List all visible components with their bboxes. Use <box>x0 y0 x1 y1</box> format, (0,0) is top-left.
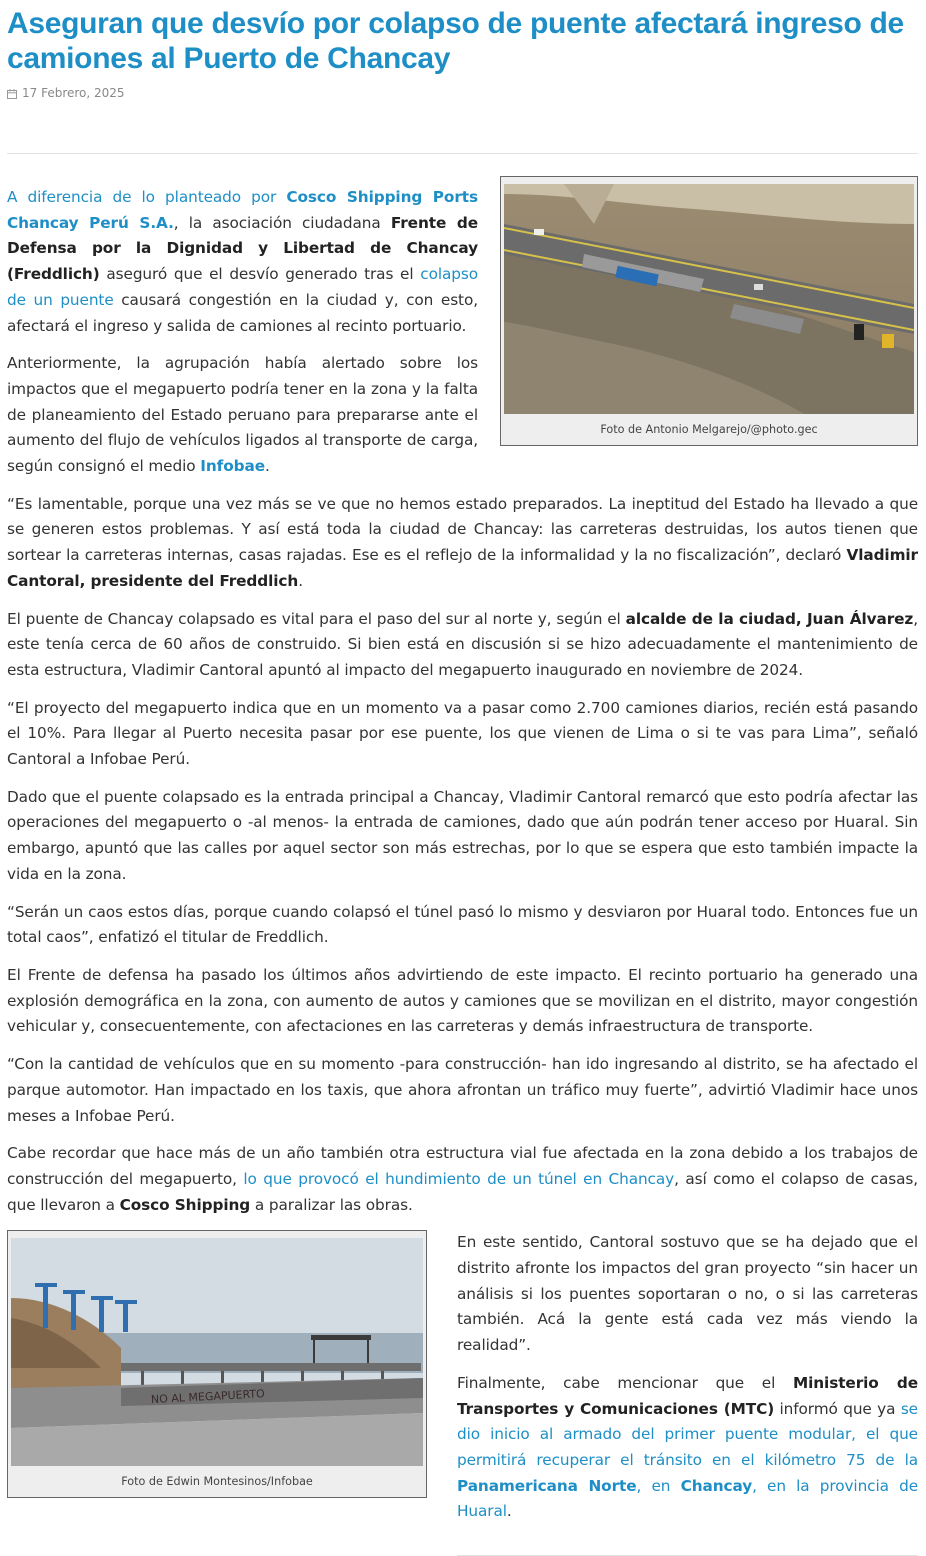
article-title: Aseguran que desvío por colapso de puente afectará ingreso de camiones al Puerto de Chancay <box>7 7 904 75</box>
paragraph-5: “El proyecto del megapuerto indica que en un momento va a pasar como 2.700 camiones diarios, recién está pasando el 10%. Para llegar al Puerto necesita pasar por ese puente, los que vienen de Lima o si te vas para Lima”, señaló Cantoral a Infobae Perú. <box>7 698 918 769</box>
paragraph-3 <box>7 492 918 595</box>
cosco-shipping-name: Cosco Shipping <box>119 1195 251 1214</box>
freddlich-name: Frente de Defensa por la Dignidad y Libertad de Chancay (Freddlich) <box>7 213 478 284</box>
article <box>0 6 926 1556</box>
paragraph-3-end: . <box>298 571 303 590</box>
paragraph-4 <box>7 607 918 684</box>
paragraph-4-text: El puente de Chancay colapsado es vital para el paso del sur al norte y, según el <box>7 609 626 628</box>
title-divider <box>7 153 918 154</box>
paragraph-1-lead: A diferencia de lo planteado por <box>7 188 287 206</box>
graffiti-text: NO AL MEGAPUERTO <box>150 1387 266 1407</box>
port-caption: Foto de Edwin Montesinos/Infobae <box>121 1475 313 1489</box>
panamericana-link[interactable]: Panamericana Norte <box>457 1476 637 1495</box>
paragraph-3-text: “Es lamentable, porque una vez más se ve que no hemos estado preparados. La ineptitud del Estado ha llevado a que se generen estos problemas. Y así está toda la ciudad de Chancay: las carreteras destruidas, los autos tienen que sortear la carreteras internas, casas rajadas. Ese es el reflejo de la informalidad y la no fiscalización”, declaró <box>7 494 918 565</box>
paragraph-2-text: Anteriormente, la agrupación había alertado sobre los impactos que el megapuerto podría tener en la zona y la falta de planeamiento del Estado peruano para prepararse ante el aumento del flujo de vehículos ligados al transporte de carga, según consignó el medio <box>7 354 478 476</box>
paragraph-12-end: . <box>506 1502 512 1521</box>
paragraph-4-end: , este tenía cerca de 60 años de construido. Si bien está en discusión si se hizo adecuadamente el mantenimiento de esta estructura, Vladimir Cantoral apuntó al impacto del megapuerto inaugurado en noviembre de 2024. <box>7 609 918 679</box>
paragraph-10-end: a paralizar las obras. <box>250 1195 413 1214</box>
modular-bridge-link[interactable]: se dio inicio al armado del primer puente modular, el que permitirá recuperar el tránsito en el kilómetro 75 de la <box>457 1399 918 1469</box>
paragraph-1-text-2: aseguró que el desvío generado tras el <box>99 265 421 284</box>
cantoral-name: Vladimir Cantoral, presidente del Freddlich <box>7 546 918 590</box>
chancay-link[interactable]: Chancay <box>680 1476 753 1495</box>
paragraph-12-link-text[interactable]: , en <box>636 1476 681 1495</box>
mayor-name: alcalde de la ciudad, Juan Álvarez <box>625 609 914 628</box>
bridge-collapse-link[interactable]: colapso de un puente <box>7 265 478 309</box>
paragraph-12-text-2: informó que ya <box>774 1399 901 1418</box>
bridge-photo <box>504 184 914 414</box>
paragraph-10 <box>7 1141 918 1218</box>
huaral-link[interactable]: , en la provincia de Huaral <box>457 1476 919 1521</box>
paragraph-11: En este sentido, Cantoral sostuvo que se ha dejado que el distrito afronte los impactos del gran proyecto “sin hacer un análisis si los puentes soportaran o no, o si las carreteras también. Acá la gente está cada vez más viendo la realidad”. <box>457 1233 918 1355</box>
paragraph-2-end: . <box>264 457 270 476</box>
cosco-shipping-link[interactable]: Cosco Shipping Ports Chancay Perú S.A. <box>7 188 478 232</box>
bridge-caption: Foto de Antonio Melgarejo/@photo.gec <box>600 423 818 436</box>
date-text: 17 Febrero, 2025 <box>22 86 125 100</box>
paragraph-10-text-2: , así como el colapso de casas, que llevaron a <box>7 1169 918 1214</box>
paragraph-12-text: Finalmente, cabe mencionar que el <box>457 1373 793 1392</box>
article-date <box>7 86 918 100</box>
bridge-figure <box>500 176 918 446</box>
tunnel-collapse-link[interactable]: lo que provocó el hundimiento de un túnel en Chancay <box>243 1169 675 1188</box>
infobae-link[interactable]: Infobae <box>200 457 265 476</box>
port-photo <box>11 1238 423 1466</box>
mtc-name: Ministerio de Transportes y Comunicaciones (MTC) <box>457 1373 918 1418</box>
paragraph-10-text: Cabe recordar que hace más de un año también otra estructura vial fue afectada en la zona debido a los trabajos de construcción del megapuerto, <box>7 1144 918 1188</box>
port-figure <box>7 1230 427 1498</box>
paragraph-1-text: , la asociación ciudadana <box>173 213 391 232</box>
paragraph-7: “Serán un caos estos días, porque cuando colapsó el túnel pasó lo mismo y desviaron por Huaral todo. Entonces fue un total caos”, enfatizó el titular de Freddlich. <box>7 902 918 947</box>
paragraph-9: “Con la cantidad de vehículos que en su momento -para construcción- han ido ingresando al distrito, se ha afectado el parque automotor. Han impactado en los taxis, que ahora afrontan un tráfico muy fuerte”, advirtió Vladimir hace unos meses a Infobae Perú. <box>7 1055 918 1125</box>
paragraph-1-text-3: causará congestión en la ciudad y, con esto, afectará el ingreso y salida de camiones al recinto portuario. <box>7 290 478 335</box>
calendar-icon <box>7 88 17 98</box>
paragraph-6: Dado que el puente colapsado es la entrada principal a Chancay, Vladimir Cantoral remarcó que esto podría afectar las operaciones del megapuerto o -al menos- la entrada de camiones, dado que aún podrán tener acceso por Huaral. Sin embargo, apuntó que las calles por aquel sector son más estrechas, por lo que se espera que esto también impacte la vida en la zona. <box>7 787 918 883</box>
paragraph-8: El Frente de defensa ha pasado los últimos años advirtiendo de este impacto. El recinto portuario ha generado una explosión demográfica en la zona, con aumento de autos y camiones que se movilizan en el distrito, mayor congestión vehicular y, consecuentemente, con afectaciones en las carreteras y demás infraestructura de transporte. <box>7 965 918 1036</box>
